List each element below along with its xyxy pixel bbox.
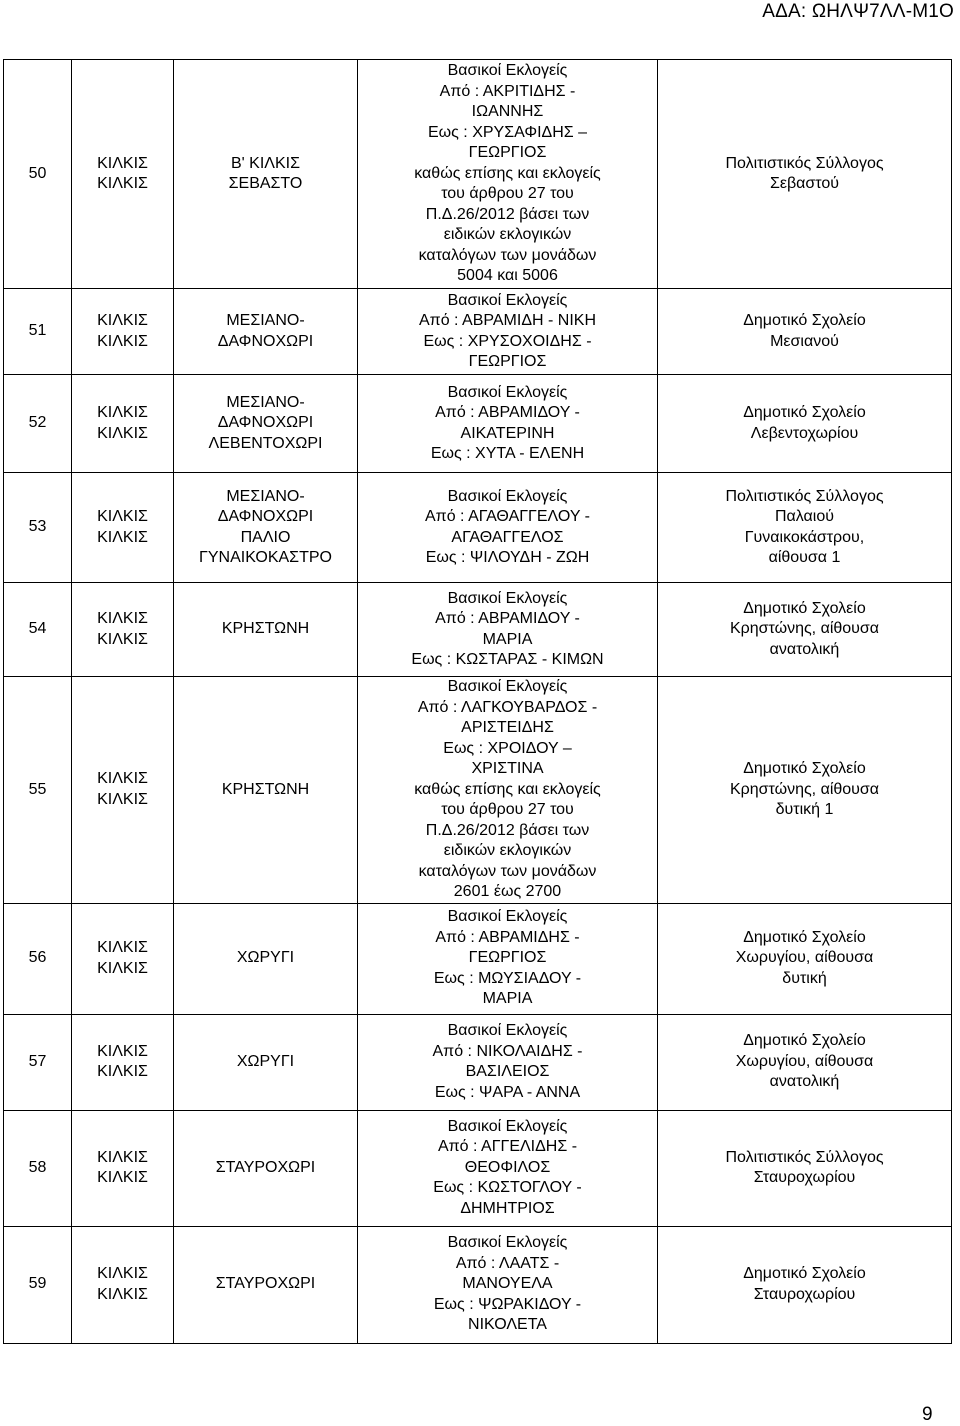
location-cell (658, 1110, 952, 1226)
municipality-cell (72, 473, 174, 583)
district-cell (174, 1110, 358, 1226)
voters-line: Βασικοί Εκλογείς (447, 62, 568, 80)
table-row (4, 903, 952, 1014)
voters-line: Βασικοί Εκλογείς (447, 291, 568, 309)
location-line: Δημοτικό Σχολείο (743, 404, 866, 421)
polling-stations-table (3, 59, 952, 1344)
district-line: ΔΑΦΝΟΧΩΡΙ (217, 332, 314, 350)
voters-cell (358, 677, 658, 904)
municipality-cell (72, 677, 174, 904)
voters-cell (358, 60, 658, 289)
voters-line: ΑΓΑΘΑΓΓΕΛΟΣ (451, 528, 564, 546)
voters-line: 2601 έως 2700 (453, 883, 562, 900)
location-line: Γυναικοκάστρου, (744, 528, 865, 546)
district-line: ΛΕΒΕΝΤΟΧΩΡΙ (208, 434, 323, 452)
table-row (4, 1226, 952, 1343)
station-number: 50 (4, 60, 72, 289)
voters-line: Εως : ΚΩΣΤΑΡΑΣ - ΚΙΜΩΝ (411, 651, 604, 668)
location-cell (658, 677, 952, 904)
municipality-line: ΚΙΛΚΙΣ (97, 332, 148, 350)
voters-line: Από : ΑΓΓΕΛΙΔΗΣ - (437, 1138, 578, 1156)
voters-line: Π.Δ.26/2012 βάσει των (425, 205, 590, 223)
location-line: Πολιτιστικός Σύλλογος (725, 487, 884, 505)
municipality-line: ΚΙΛΚΙΣ (97, 1063, 148, 1080)
municipality-line: ΚΙΛΚΙΣ (97, 424, 148, 442)
location-cell (658, 289, 952, 375)
voters-line: καταλόγων των μονάδων (418, 862, 597, 880)
voters-line: Από : ΑΒΡΑΜΙΔΗ - ΝΙΚΗ (418, 312, 597, 329)
voters-line: Βασικοί Εκλογείς (447, 1234, 568, 1252)
municipality-line: ΚΙΛΚΙΣ (97, 508, 148, 525)
municipality-line: ΚΙΛΚΙΣ (97, 1148, 148, 1166)
voters-line: Από : ΑΒΡΑΜΙΔΗΣ - (435, 928, 580, 946)
voters-line: ΓΕΩΡΓΙΟΣ (468, 949, 547, 967)
voters-cell (358, 1226, 658, 1343)
table-row (4, 60, 952, 289)
municipality-cell (72, 1110, 174, 1226)
municipality-line: ΚΙΛΚΙΣ (97, 1285, 148, 1303)
voters-line: Βασικοί Εκλογείς (447, 1022, 568, 1039)
municipality-cell (72, 289, 174, 375)
location-line: Δημοτικό Σχολείο (743, 599, 866, 617)
location-line: Χωρυγίου, αίθουσα (735, 949, 874, 967)
location-line: Παλαιού (774, 508, 834, 525)
voters-cell (358, 583, 658, 677)
district-line: ΓΥΝΑΙΚΟΚΑΣΤΡΟ (199, 549, 332, 566)
district-line: ΣΕΒΑΣΤΟ (228, 175, 303, 192)
municipality-line: ΚΙΛΚΙΣ (97, 1169, 148, 1186)
voters-line: ειδικών εκλογικών (443, 226, 572, 244)
location-cell (658, 903, 952, 1014)
voters-cell (358, 1110, 658, 1226)
voters-line: ΔΗΜΗΤΡΙΟΣ (460, 1199, 555, 1217)
voters-line: Βασικοί Εκλογείς (447, 487, 568, 505)
district-cell (174, 60, 358, 289)
voters-line: Εως : ΧΥΤΑ - ΕΛΕΝΗ (430, 445, 585, 462)
voters-line: ΝΙΚΟΛΕΤΑ (468, 1316, 547, 1334)
table-row (4, 583, 952, 677)
table-row (4, 375, 952, 473)
district-cell (174, 1014, 358, 1110)
voters-line: Από : ΑΒΡΑΜΙΔΟΥ - (435, 610, 580, 627)
location-line: Πολιτιστικός Σύλλογος (725, 154, 884, 172)
voters-line: Από : ΑΒΡΑΜΙΔΟΥ - (435, 404, 580, 421)
district-cell (174, 677, 358, 904)
district-line: ΧΩΡΥΓΙ (236, 1052, 295, 1070)
municipality-cell (72, 1226, 174, 1343)
district-cell (174, 473, 358, 583)
location-line: Μεσιανού (770, 332, 839, 350)
municipality-line: ΚΙΛΚΙΣ (97, 154, 148, 172)
voters-line: ΜΑΝΟΥΕΛΑ (462, 1275, 553, 1293)
voters-cell (358, 289, 658, 375)
voters-line: ΒΑΣΙΛΕΙΟΣ (465, 1063, 550, 1080)
station-number: 55 (4, 677, 72, 904)
voters-line: Από : ΝΙΚΟΛΑΙΔΗΣ - (432, 1042, 583, 1060)
location-cell (658, 583, 952, 677)
location-line: Σταυροχωρίου (753, 1285, 856, 1303)
voters-line: καθώς επίσης και εκλογείς (414, 164, 601, 182)
voters-line: του άρθρου 27 του (441, 801, 574, 818)
municipality-line: ΚΙΛΚΙΣ (97, 528, 148, 546)
municipality-cell (72, 903, 174, 1014)
voters-line: καθώς επίσης και εκλογείς (414, 780, 601, 798)
station-number: 51 (4, 289, 72, 375)
voters-cell (358, 375, 658, 473)
station-number: 56 (4, 903, 72, 1014)
location-line: ανατολική (769, 640, 840, 658)
voters-line: Εως : ΨΩΡΑΚΙΔΟΥ - (433, 1295, 582, 1313)
district-cell (174, 289, 358, 375)
table-row (4, 1014, 952, 1110)
municipality-cell (72, 1014, 174, 1110)
district-line: ΣΤΑΥΡΟΧΩΡΙ (215, 1158, 316, 1176)
voters-line: Από : ΛΑΓΚΟΥΒΑΡΔΟΣ - (417, 698, 598, 716)
district-line: ΜΕΣΙΑΝΟ- (226, 312, 305, 329)
voters-line: Βασικοί Εκλογείς (447, 678, 568, 695)
municipality-cell (72, 583, 174, 677)
station-number: 54 (4, 583, 72, 677)
municipality-line: ΚΙΛΚΙΣ (97, 610, 148, 627)
station-number: 57 (4, 1014, 72, 1110)
voters-line: Από : ΑΓΑΘΑΓΓΕΛΟΥ - (425, 508, 590, 525)
location-line: Πολιτιστικός Σύλλογος (725, 1148, 884, 1166)
page-number: 9 (922, 1404, 933, 1425)
location-cell (658, 60, 952, 289)
voters-line: Εως : ΧΡΟΙΔΟΥ – (443, 739, 572, 757)
location-cell (658, 1226, 952, 1343)
voters-line: καταλόγων των μονάδων (418, 246, 597, 264)
location-line: Δημοτικό Σχολείο (743, 760, 866, 777)
voters-line: του άρθρου 27 του (441, 185, 574, 203)
municipality-line: ΚΙΛΚΙΣ (97, 770, 148, 788)
location-line: ανατολική (769, 1073, 840, 1091)
location-line: αίθουσα 1 (768, 549, 841, 566)
voters-line: ΜΑΡΙΑ (482, 630, 533, 648)
voters-cell (358, 1014, 658, 1110)
district-line: ΚΡΗΣΤΩΝΗ (221, 620, 310, 638)
table-row (4, 1110, 952, 1226)
voters-line: ΧΡΙΣΤΙΝΑ (471, 760, 544, 777)
voters-line: Εως : ΨΙΛΟΥΔΗ - ΖΩΗ (425, 549, 590, 566)
district-line: ΣΤΑΥΡΟΧΩΡΙ (215, 1275, 316, 1293)
voters-cell (358, 903, 658, 1014)
municipality-line: ΚΙΛΚΙΣ (97, 404, 148, 421)
district-line: ΧΩΡΥΓΙ (236, 949, 295, 967)
municipality-line: ΚΙΛΚΙΣ (97, 1265, 148, 1282)
district-line: ΜΕΣΙΑΝΟ- (226, 487, 305, 505)
municipality-line: ΚΙΛΚΙΣ (97, 939, 148, 956)
voters-line: Από : ΑΚΡΙΤΙΔΗΣ - (439, 82, 576, 100)
location-cell (658, 375, 952, 473)
location-line: δυτική 1 (775, 801, 834, 818)
table-row (4, 289, 952, 375)
voters-line: Βασικοί Εκλογείς (447, 589, 568, 607)
location-line: Σεβαστού (769, 175, 840, 192)
district-cell (174, 375, 358, 473)
district-line: ΔΑΦΝΟΧΩΡΙ (217, 508, 314, 525)
municipality-line: ΚΙΛΚΙΣ (97, 312, 148, 329)
voters-line: Βασικοί Εκλογείς (447, 908, 568, 926)
district-line: ΠΑΛΙΟ (240, 528, 291, 546)
location-cell (658, 473, 952, 583)
table-row (4, 473, 952, 583)
location-line: Χωρυγίου, αίθουσα (735, 1052, 874, 1070)
station-number: 53 (4, 473, 72, 583)
district-line: ΚΡΗΣΤΩΝΗ (221, 780, 310, 798)
voters-line: Εως : ΨΑΡΑ - ΑΝΝΑ (434, 1083, 581, 1101)
municipality-line: ΚΙΛΚΙΣ (97, 175, 148, 192)
district-cell (174, 583, 358, 677)
district-cell (174, 903, 358, 1014)
voters-line: ΑΡΙΣΤΕΙΔΗΣ (461, 719, 554, 736)
table-row (4, 677, 952, 904)
location-line: Λεβεντοχωρίου (750, 424, 859, 442)
voters-cell (358, 473, 658, 583)
municipality-cell (72, 375, 174, 473)
municipality-line: ΚΙΛΚΙΣ (97, 630, 148, 648)
municipality-cell (72, 60, 174, 289)
municipality-line: ΚΙΛΚΙΣ (97, 959, 148, 977)
voters-line: ΓΕΩΡΓΙΟΣ (468, 144, 547, 162)
ada-code: ΑΔΑ: ΩΗΛΨ7ΛΛ-Μ1Ο (762, 1, 954, 22)
location-line: Κρηστώνης, αίθουσα (729, 780, 880, 798)
district-line: ΔΑΦΝΟΧΩΡΙ (217, 414, 314, 432)
voters-line: ΑΙΚΑΤΕΡΙΝΗ (460, 424, 555, 442)
location-line: Δημοτικό Σχολείο (743, 1032, 866, 1050)
voters-line: Βασικοί Εκλογείς (447, 1117, 568, 1135)
voters-line: ειδικών εκλογικών (443, 842, 572, 859)
location-cell (658, 1014, 952, 1110)
voters-line: Βασικοί Εκλογείς (447, 383, 568, 401)
location-line: Δημοτικό Σχολείο (743, 312, 866, 329)
voters-line: 5004 και 5006 (457, 267, 558, 285)
municipality-line: ΚΙΛΚΙΣ (97, 790, 148, 808)
voters-line: Π.Δ.26/2012 βάσει των (425, 821, 590, 839)
location-line: Δημοτικό Σχολείο (743, 1265, 866, 1282)
location-line: Δημοτικό Σχολείο (743, 928, 866, 946)
location-line: Σταυροχωρίου (753, 1169, 856, 1186)
voters-line: ΙΩΑΝΝΗΣ (471, 103, 544, 121)
voters-line: ΘΕΟΦΙΛΟΣ (464, 1158, 551, 1176)
location-line: Κρηστώνης, αίθουσα (729, 620, 880, 638)
station-number: 59 (4, 1226, 72, 1343)
district-line: ΜΕΣΙΑΝΟ- (226, 393, 305, 411)
voters-line: Εως : ΧΡΥΣΑΦΙΔΗΣ – (427, 123, 587, 141)
voters-line: Εως : ΚΩΣΤΟΓΛΟΥ - (433, 1179, 582, 1197)
voters-line: Από : ΛΑΑΤΣ - (455, 1254, 560, 1272)
station-number: 58 (4, 1110, 72, 1226)
location-line: δυτική (782, 969, 827, 987)
voters-line: ΓΕΩΡΓΙΟΣ (468, 353, 547, 370)
voters-line: Εως : ΧΡΥΣΟΧΟΙΔΗΣ - (423, 332, 592, 350)
station-number: 52 (4, 375, 72, 473)
voters-line: ΜΑΡΙΑ (482, 990, 533, 1008)
district-line: Β' ΚΙΛΚΙΣ (231, 154, 300, 172)
municipality-line: ΚΙΛΚΙΣ (97, 1042, 148, 1060)
voters-line: Εως : ΜΩΥΣΙΑΔΟΥ - (433, 969, 582, 987)
district-cell (174, 1226, 358, 1343)
